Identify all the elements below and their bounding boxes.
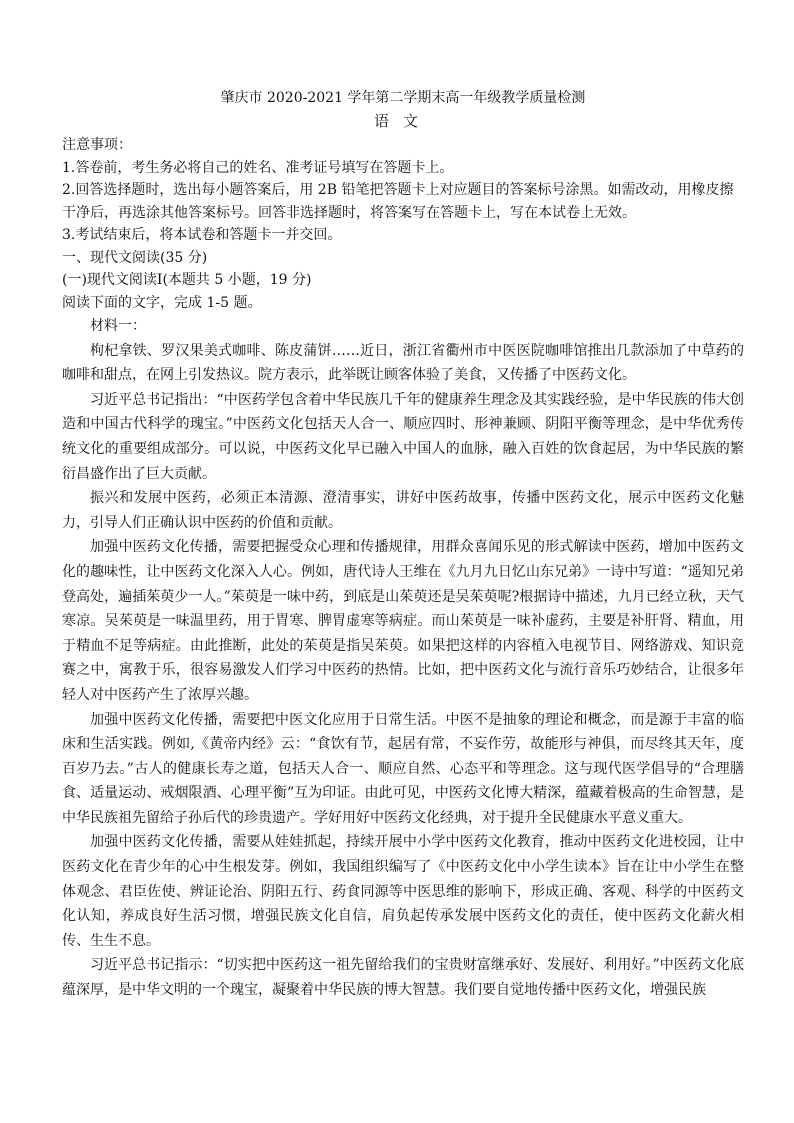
article-paragraph: 习近平总书记指示：“切实把中医药这一祖先留给我们的宝贵财富继承好、发展好、利用好。”中医药文化底蕴深厚，是中华文明的一个瑰宝，凝聚着中华民族的博大智慧。我们要自觉地传播中医药文化，增强民族 <box>62 957 744 999</box>
subject-title: 语文 <box>373 112 432 130</box>
notice-item-3: 3.考试结束后，将本试卷和答题卡一并交回。 <box>62 227 342 243</box>
reading-instruction: 阅读下面的文字，完成 1-5 题。 <box>62 294 262 311</box>
article-paragraph: 加强中医药文化传播，需要把握受众心理和传播规律，用群众喜闻乐见的形式解读中医药，增加中医药文化的趣味性，让中医药文化深入人心。例如，唐代诗人王维在《九月九日忆山东兄弟》一诗中写道：“遥知兄弟登高处，遍插茱萸少一人。”茱萸是一味中药，到底是山茱萸还是吴茱萸呢?根据诗中描述，九月已经立秋，天气寒凉。吴茱萸是一味温里药，用于胃寒、脾胃虚寒等病症。而山茱萸是一味补虚药，主要是补肝肾、精血，用于精血不足等病症。由此推断，此处的茱萸是指吴茱萸。如果把这样的内容植入电视节目、网络游戏、知识竞赛之中，寓教于乐，很容易激发人们学习中医药的热情。比如，把中医药文化与流行音乐巧妙结合，让很多年轻人对中医药产生了浓厚兴趣。 <box>62 539 744 703</box>
article-paragraph: 枸杞拿铁、罗汉果美式咖啡、陈皮蒲饼……近日，浙江省衢州市中医医院咖啡馆推出几款添加了中草药的咖啡和甜点，在网上引发热议。院方表示，此举既让顾客体验了美食，又传播了中医药文化。 <box>62 342 744 384</box>
material-label: 材料一： <box>90 318 146 334</box>
article-paragraph: 加强中医药文化传播，需要从娃娃抓起，持续开展中小学中医药文化教育，推动中医药文化进校园，让中医药文化在青少年的心中生根发芽。例如，我国组织编写了《中医药文化中小学生读本》旨在让中小学生在整体观念、君臣佐使、辨证论治、阴阳五行、药食同源等中医思维的影响下，形成正确、客观、科学的中医药文化认知，养成良好生活习惯，增强民族文化自信，肩负起传承发展中医药文化的责任，使中医药文化薪火相传、生生不息。 <box>62 834 744 949</box>
exam-title: 肇庆市 2020-2021 学年第二学期末高一年级教学质量检测 <box>220 90 586 106</box>
article-paragraph: 振兴和发展中医药，必须正本清源、澄清事实，讲好中医药故事，传播中医药文化，展示中医药文化魅力，引导人们正确认识中医药的价值和贡献。 <box>62 490 744 531</box>
notice-heading: 注意事项： <box>62 137 132 153</box>
article-paragraph: 加强中医药文化传播，需要把中医文化应用于日常生活。中医不是抽象的理论和概念，而是源于丰富的临床和生活实践。例如,《黄帝内经》云：“食饮有节，起居有常，不妄作劳，故能形与神俱，而尽终其天年，度百岁乃去。”古人的健康长寿之道，包括天人合一、顺应自然、心态平和等理念。这与现代医学倡导的“合理膳食、适量运动、戒烟限酒、心理平衡”互为印证。由此可见，中医药文化博大精深，蕴藏着极高的生命智慧，是中华民族祖先留给子孙后代的珍贵遗产。学好用好中医药文化经典，对于提升全民健康水平意义重大。 <box>62 711 744 826</box>
article-paragraph: 习近平总书记指出：“中医药学包含着中华民族几千年的健康养生理念及其实践经验，是中华民族的伟大创造和中国古代科学的瑰宝。”中医药文化包括天人合一、顺应四时、形神兼顾、阴阳平衡等理念，是中华优秀传统文化的重要组成部分。可以说，中医药文化早已融入中国人的血脉，融入百姓的饮食起居，为中华民族的繁衍昌盛作出了巨大贡献。 <box>62 391 744 482</box>
notice-item-2: 2.回答选择题时，选出每小题答案后，用 2B 铅笔把答题卡上对应题目的答案标号涂黑。如需改动，用橡皮擦干净后，再选涂其他答案标号。回答非选择题时，将答案写在答题卡上，写在本试卷上无效。 <box>62 182 734 221</box>
section-subheading: (一)现代文阅读Ⅰ(本题共 5 小题，19 分) <box>62 272 312 288</box>
notice-item-1: 1.答卷前，考生务必将自己的姓名、准考证号填写在答题卡上。 <box>62 159 454 176</box>
section-heading: 一、现代文阅读(35 分) <box>62 249 208 266</box>
